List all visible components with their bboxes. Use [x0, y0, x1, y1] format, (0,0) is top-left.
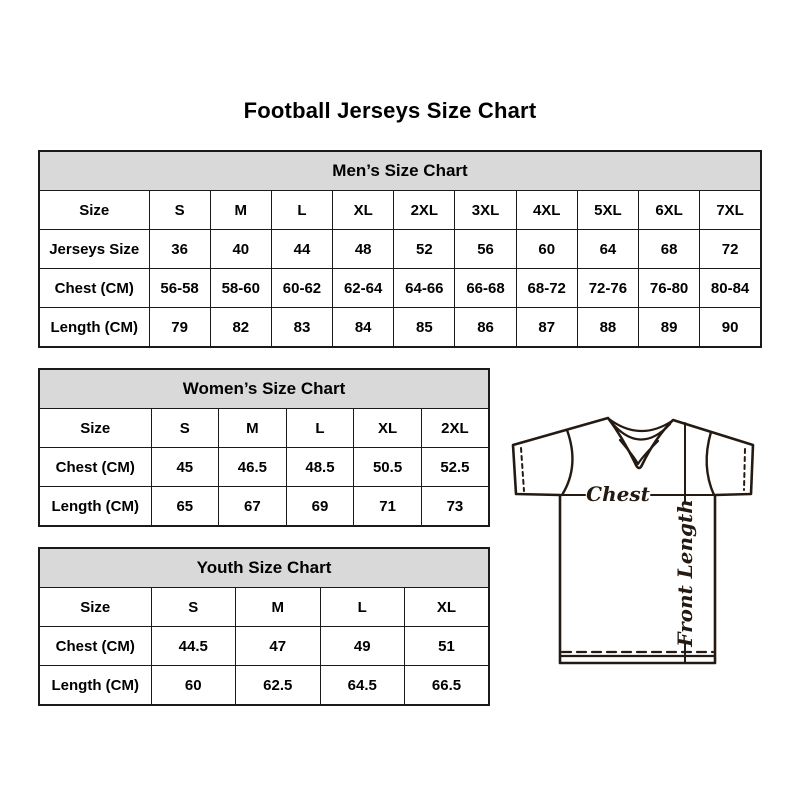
value-cell: 66-68: [455, 269, 516, 308]
value-cell: 64-66: [394, 269, 455, 308]
value-cell: 84: [333, 308, 394, 348]
value-cell: 49: [320, 627, 405, 666]
value-cell: 71: [354, 487, 422, 527]
value-cell: L: [271, 191, 332, 230]
row-label-cell: Jerseys Size: [39, 230, 149, 269]
value-cell: 85: [394, 308, 455, 348]
table-row: [39, 588, 489, 627]
value-cell: S: [151, 409, 219, 448]
value-cell: 66.5: [405, 666, 490, 706]
row-label-cell: Length (CM): [39, 308, 149, 348]
value-cell: 3XL: [455, 191, 516, 230]
table-row: [39, 409, 489, 448]
value-cell: 76-80: [639, 269, 700, 308]
value-cell: 7XL: [700, 191, 761, 230]
table-row: [39, 666, 489, 706]
value-cell: 86: [455, 308, 516, 348]
value-cell: M: [219, 409, 287, 448]
value-cell: 58-60: [210, 269, 271, 308]
value-cell: 4XL: [516, 191, 577, 230]
value-cell: L: [320, 588, 405, 627]
mens-size-table: [38, 150, 762, 348]
table-title-row: [39, 548, 489, 588]
table-row: [39, 230, 761, 269]
value-cell: 60: [151, 666, 236, 706]
value-cell: 2XL: [394, 191, 455, 230]
value-cell: 68: [639, 230, 700, 269]
value-cell: XL: [333, 191, 394, 230]
table-title: Youth Size Chart: [39, 548, 489, 588]
value-cell: 82: [210, 308, 271, 348]
table-row: [39, 269, 761, 308]
value-cell: S: [149, 191, 210, 230]
jersey-diagram-svg: [505, 408, 775, 680]
value-cell: L: [286, 409, 354, 448]
value-cell: 67: [219, 487, 287, 527]
value-cell: 72: [700, 230, 761, 269]
value-cell: 68-72: [516, 269, 577, 308]
value-cell: 64.5: [320, 666, 405, 706]
value-cell: 52.5: [421, 448, 489, 487]
table-title: Women’s Size Chart: [39, 369, 489, 409]
table-row: [39, 448, 489, 487]
value-cell: 87: [516, 308, 577, 348]
value-cell: 56: [455, 230, 516, 269]
value-cell: 60: [516, 230, 577, 269]
value-cell: 48: [333, 230, 394, 269]
left-cuff-dashed-line: [521, 448, 524, 491]
value-cell: 79: [149, 308, 210, 348]
right-cuff-dashed-line: [744, 449, 745, 490]
value-cell: 62.5: [236, 666, 321, 706]
front-length-label: Front Length: [673, 499, 697, 647]
value-cell: 69: [286, 487, 354, 527]
value-cell: 56-58: [149, 269, 210, 308]
value-cell: 90: [700, 308, 761, 348]
value-cell: 51: [405, 627, 490, 666]
value-cell: 52: [394, 230, 455, 269]
value-cell: M: [236, 588, 321, 627]
table-title-row: [39, 369, 489, 409]
value-cell: S: [151, 588, 236, 627]
table-title: Men’s Size Chart: [39, 151, 761, 191]
value-cell: 47: [236, 627, 321, 666]
value-cell: 44.5: [151, 627, 236, 666]
value-cell: 48.5: [286, 448, 354, 487]
value-cell: 60-62: [271, 269, 332, 308]
value-cell: 72-76: [577, 269, 638, 308]
page-title: Football Jerseys Size Chart: [243, 98, 537, 123]
row-label-cell: Chest (CM): [39, 627, 151, 666]
value-cell: 80-84: [700, 269, 761, 308]
table-row: [39, 308, 761, 348]
value-cell: M: [210, 191, 271, 230]
jersey-measurement-diagram: [505, 408, 775, 680]
value-cell: 44: [271, 230, 332, 269]
youth-size-table: [38, 547, 490, 706]
value-cell: 83: [271, 308, 332, 348]
table-row: [39, 627, 489, 666]
row-label-cell: Size: [39, 588, 151, 627]
value-cell: XL: [354, 409, 422, 448]
value-cell: 64: [577, 230, 638, 269]
right-armhole-seam: [707, 432, 714, 495]
value-cell: 6XL: [639, 191, 700, 230]
row-label-cell: Size: [39, 409, 151, 448]
value-cell: 36: [149, 230, 210, 269]
table-row: [39, 191, 761, 230]
value-cell: 89: [639, 308, 700, 348]
value-cell: 2XL: [421, 409, 489, 448]
row-label-cell: Chest (CM): [39, 448, 151, 487]
row-label-cell: Length (CM): [39, 666, 151, 706]
value-cell: 62-64: [333, 269, 394, 308]
table-title-row: [39, 151, 761, 191]
value-cell: 5XL: [577, 191, 638, 230]
left-armhole-seam: [562, 430, 572, 495]
value-cell: XL: [405, 588, 490, 627]
row-label-cell: Size: [39, 191, 149, 230]
value-cell: 88: [577, 308, 638, 348]
value-cell: 45: [151, 448, 219, 487]
womens-size-table: [38, 368, 490, 527]
value-cell: 73: [421, 487, 489, 527]
table-row: [39, 487, 489, 527]
chest-label: Chest: [586, 482, 650, 506]
value-cell: 40: [210, 230, 271, 269]
row-label-cell: Length (CM): [39, 487, 151, 527]
row-label-cell: Chest (CM): [39, 269, 149, 308]
value-cell: 65: [151, 487, 219, 527]
value-cell: 50.5: [354, 448, 422, 487]
value-cell: 46.5: [219, 448, 287, 487]
